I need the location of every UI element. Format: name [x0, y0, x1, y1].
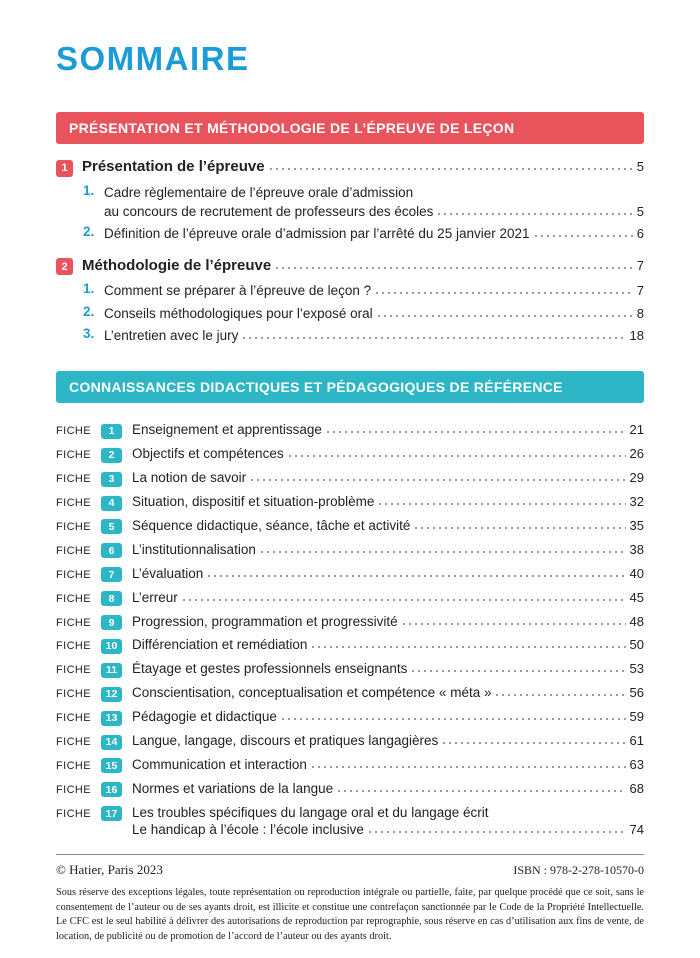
subitem-number: 1. — [83, 281, 95, 297]
fiche-title: L’erreur — [132, 589, 178, 605]
fiche-label: FICHE — [56, 473, 91, 486]
fiche-body — [132, 756, 644, 774]
dotted-leader — [534, 234, 633, 238]
dotted-leader — [442, 741, 625, 745]
page-number: 7 — [636, 283, 644, 299]
fiche-line — [132, 589, 644, 607]
fiche-number-badge: 6 — [101, 543, 122, 558]
fiche-line — [132, 421, 644, 439]
toc-fiche-row — [56, 517, 644, 535]
fiche-body — [132, 469, 644, 487]
dotted-leader — [207, 574, 625, 578]
dotted-leader — [250, 478, 625, 482]
fiche-label: FICHE — [56, 544, 91, 557]
fiche-label: FICHE — [56, 783, 91, 796]
fiche-body — [132, 613, 644, 631]
page-number: 45 — [629, 589, 644, 605]
page-number: 29 — [629, 470, 644, 486]
fiche-body — [132, 732, 644, 750]
dotted-leader — [311, 765, 626, 769]
dotted-leader — [437, 212, 632, 216]
dotted-leader — [260, 550, 626, 554]
fiche-title: Pédagogie et didactique — [132, 709, 277, 725]
subitem-line — [104, 224, 644, 243]
fiche-line — [132, 636, 644, 654]
toc-fiche-row — [56, 756, 644, 774]
toc-fiche-row — [56, 421, 644, 439]
page-number: 38 — [629, 541, 644, 557]
dotted-leader — [311, 645, 625, 649]
page-number: 8 — [636, 305, 644, 321]
section-number-badge: 2 — [56, 258, 73, 275]
toc-fiche-row — [56, 613, 644, 631]
page-number: 40 — [629, 565, 644, 581]
fiche-number-badge: 2 — [101, 448, 122, 463]
subitem-number: 2. — [83, 303, 95, 319]
dotted-leader — [377, 314, 633, 318]
toc-fiche-row — [56, 708, 644, 726]
fiche-line — [132, 821, 644, 839]
fiche-number-badge: 12 — [101, 687, 122, 702]
toc-fiche-row — [56, 780, 644, 798]
fiche-line — [132, 493, 644, 511]
section-banner-connaissances: CONNAISSANCES DIDACTIQUES ET PÉDAGOGIQUES DE RÉFÉRENCE — [56, 371, 644, 403]
fiche-body — [132, 445, 644, 463]
subitem-body — [104, 304, 644, 323]
footer-row — [56, 855, 644, 886]
dotted-leader — [281, 717, 626, 721]
fiche-number-badge: 16 — [101, 782, 122, 797]
fiche-number-badge: 15 — [101, 758, 122, 773]
dotted-leader — [495, 693, 625, 697]
fiche-title: Langue, langage, discours et pratiques langagières — [132, 733, 439, 748]
page-number: 48 — [629, 613, 644, 629]
toc-fiche-row — [56, 589, 644, 607]
subitem-line — [104, 304, 644, 323]
fiche-body — [132, 421, 644, 439]
subitem-text: Comment se préparer à l’épreuve de leçon ? — [104, 283, 372, 299]
fiche-title: La notion de savoir — [132, 470, 247, 486]
fiche-label: FICHE — [56, 807, 91, 820]
fiche-title: L’évaluation — [132, 565, 204, 581]
toc-fiche-row — [56, 541, 644, 559]
toc-fiche-row — [56, 445, 644, 463]
page-number: 6 — [636, 226, 644, 242]
fiche-number-badge: 11 — [101, 663, 122, 678]
dotted-leader — [182, 598, 626, 602]
page-title: SOMMAIRE — [56, 40, 250, 77]
legal-notice: Sous réserve des exceptions légales, toute représentation ou reproduction intégrale ou partielle, faite, par quelque procédé que ce soit, sans le consentement de l’auteur ou de ses ayants droit, est illicite et constitue une contrefaçon sanctionnée par le Code de la Propriété Intellectuelle. Le CFC est le seul habilité à délivrer des autorisations de reproduction par reprographie, sous réserve en cas d’utilisation aux fins de vente, de location, de publicité ou de promotion de l’accord de l’auteur ou des ayants droit. — [56, 887, 644, 942]
page-number: 74 — [629, 822, 644, 838]
fiche-label: FICHE — [56, 592, 91, 605]
subitem-text: au concours de recrutement de professeurs des écoles — [104, 203, 434, 219]
fiche-title: Objectifs et compétences — [132, 446, 284, 462]
page-footer — [56, 854, 644, 944]
subitem-body — [104, 281, 644, 300]
fiche-title: Situation, dispositif et situation-problème — [132, 494, 375, 510]
subitem-line — [104, 326, 644, 345]
fiche-line — [132, 708, 644, 726]
fiche-body — [132, 804, 644, 839]
page-number: 50 — [629, 637, 644, 653]
fiche-label: FICHE — [56, 712, 91, 725]
dotted-leader — [402, 622, 626, 626]
subitem-text: L’entretien avec le jury — [104, 327, 239, 343]
fiche-body — [132, 493, 644, 511]
fiche-label: FICHE — [56, 497, 91, 510]
fiche-label: FICHE — [56, 759, 91, 772]
fiche-line — [132, 517, 644, 535]
subitem-body — [104, 224, 644, 243]
fiche-title: Enseignement et apprentissage — [132, 422, 322, 438]
subitem-text: Conseils méthodologiques pour l’exposé oral — [104, 305, 373, 321]
fiche-label: FICHE — [56, 640, 91, 653]
fiche-body — [132, 541, 644, 559]
fiche-body — [132, 780, 644, 798]
toc-fiche-row — [56, 660, 644, 678]
fiche-label: FICHE — [56, 425, 91, 438]
subitem-body — [104, 183, 644, 222]
fiche-label: FICHE — [56, 736, 91, 748]
fiche-title: Séquence didactique, séance, tâche et activité — [132, 517, 411, 533]
toc-fiche-row — [56, 804, 644, 839]
fiche-body — [132, 589, 644, 607]
fiche-line — [132, 541, 644, 559]
fiche-number-badge: 1 — [101, 424, 122, 439]
toc-subitem — [83, 224, 644, 243]
toc-fiche-row — [56, 636, 644, 654]
toc-subitem — [83, 304, 644, 323]
fiche-title: Étayage et gestes professionnels enseignants — [132, 661, 408, 677]
toc-fiche-row — [56, 469, 644, 487]
fiche-line — [132, 756, 644, 774]
page-number: 21 — [629, 422, 644, 438]
subitem-line — [104, 183, 644, 202]
page-number: 35 — [629, 517, 644, 533]
dotted-leader — [411, 669, 625, 673]
fiche-line — [132, 732, 644, 750]
fiche-list — [56, 421, 644, 839]
fiche-title: Progression, programmation et progressivité — [132, 613, 398, 629]
dotted-leader — [288, 454, 626, 458]
toc-section-title: Présentation de l’épreuve — [82, 158, 265, 175]
fiche-line — [132, 780, 644, 798]
page-number: 5 — [636, 203, 644, 219]
dotted-leader — [375, 291, 633, 295]
fiche-title: L’institutionnalisation — [132, 541, 256, 557]
toc-fiche-row — [56, 565, 644, 583]
page-number: 18 — [629, 327, 644, 343]
subitem-line — [104, 281, 644, 300]
dotted-leader — [337, 789, 625, 793]
subitem-number: 2. — [83, 224, 95, 240]
subitem-body — [104, 326, 644, 345]
fiche-label: FICHE — [56, 664, 91, 677]
fiche-title: Différenciation et remédiation — [132, 637, 308, 653]
fiche-body — [132, 708, 644, 726]
fiche-body — [132, 517, 644, 535]
fiche-label: FICHE — [56, 616, 91, 629]
fiche-line — [132, 613, 644, 631]
fiche-number-badge: 5 — [101, 519, 122, 534]
fiche-number-badge: 13 — [101, 711, 122, 726]
fiche-body — [132, 660, 644, 678]
toc-section-title: Méthodologie de l’épreuve — [82, 256, 272, 274]
fiche-number-badge: 3 — [101, 472, 122, 487]
page-number: 5 — [636, 159, 644, 174]
isbn-text: ISBN : 978-2-278-10570-0 — [513, 863, 644, 878]
page-number: 56 — [629, 685, 644, 701]
fiche-body — [132, 565, 644, 583]
toc-subitem — [83, 281, 644, 300]
toc-fiche-row — [56, 732, 644, 750]
subitem-number: 1. — [83, 182, 95, 198]
fiche-title: Le handicap à l’école : l’école inclusive — [132, 822, 364, 838]
page-number: 63 — [629, 756, 644, 772]
fiche-number-badge: 10 — [101, 639, 122, 654]
dotted-leader — [326, 430, 626, 434]
toc-section-row — [56, 158, 644, 177]
dotted-leader — [275, 266, 633, 270]
subitem-text: Définition de l’épreuve orale d’admission par l’arrêté du 25 janvier 2021 — [104, 226, 530, 242]
fiche-line — [132, 445, 644, 463]
copyright-text: © Hatier, Paris 2023 — [56, 862, 163, 878]
fiche-number-badge: 8 — [101, 591, 122, 606]
fiche-label: FICHE — [56, 688, 91, 701]
page-number: 26 — [629, 446, 644, 462]
toc-section-row — [56, 257, 644, 276]
toc-subitem — [83, 326, 644, 345]
page-number: 61 — [629, 733, 644, 748]
page-number: 32 — [629, 494, 644, 510]
fiche-number-badge: 7 — [101, 567, 122, 582]
fiche-number-badge: 9 — [101, 615, 122, 630]
fiche-body — [132, 636, 644, 654]
section-banner-presentation: PRÉSENTATION ET MÉTHODOLOGIE DE L’ÉPREUVE DE LEÇON — [56, 112, 644, 144]
dotted-leader — [242, 336, 625, 340]
section-presentation-entries — [56, 158, 644, 345]
fiche-line — [132, 565, 644, 583]
toc-fiche-row — [56, 684, 644, 702]
fiche-body — [132, 684, 644, 702]
fiche-label: FICHE — [56, 568, 91, 581]
subitem-text: Cadre règlementaire de l’épreuve orale d’admission — [104, 184, 414, 200]
subitem-number: 3. — [83, 325, 95, 341]
fiche-label: FICHE — [56, 520, 91, 533]
dotted-leader — [414, 526, 625, 530]
section-number-badge: 1 — [56, 160, 73, 177]
fiche-line — [132, 684, 644, 702]
fiche-number-badge: 4 — [101, 496, 122, 511]
fiche-title: Normes et variations de la langue — [132, 780, 334, 796]
fiche-title: Communication et interaction — [132, 756, 307, 772]
fiche-line — [132, 660, 644, 678]
dotted-leader — [368, 830, 626, 834]
page-number: 59 — [629, 709, 644, 725]
fiche-line — [132, 469, 644, 487]
page-number: 53 — [629, 661, 644, 677]
fiche-line — [132, 804, 644, 822]
fiche-number-badge: 17 — [101, 806, 122, 821]
fiche-title: Conscientisation, conceptualisation et compétence « méta » — [132, 685, 492, 701]
dotted-leader — [269, 167, 633, 171]
toc-fiche-row — [56, 493, 644, 511]
fiche-label: FICHE — [56, 449, 91, 462]
subitem-line — [104, 202, 644, 221]
toc-subitem — [83, 183, 644, 222]
fiche-number-badge: 14 — [101, 735, 122, 750]
fiche-title: Les troubles spécifiques du langage oral et du langage écrit — [132, 804, 489, 820]
page-number: 68 — [629, 780, 644, 796]
page-number: 7 — [636, 257, 644, 273]
dotted-leader — [378, 502, 625, 506]
